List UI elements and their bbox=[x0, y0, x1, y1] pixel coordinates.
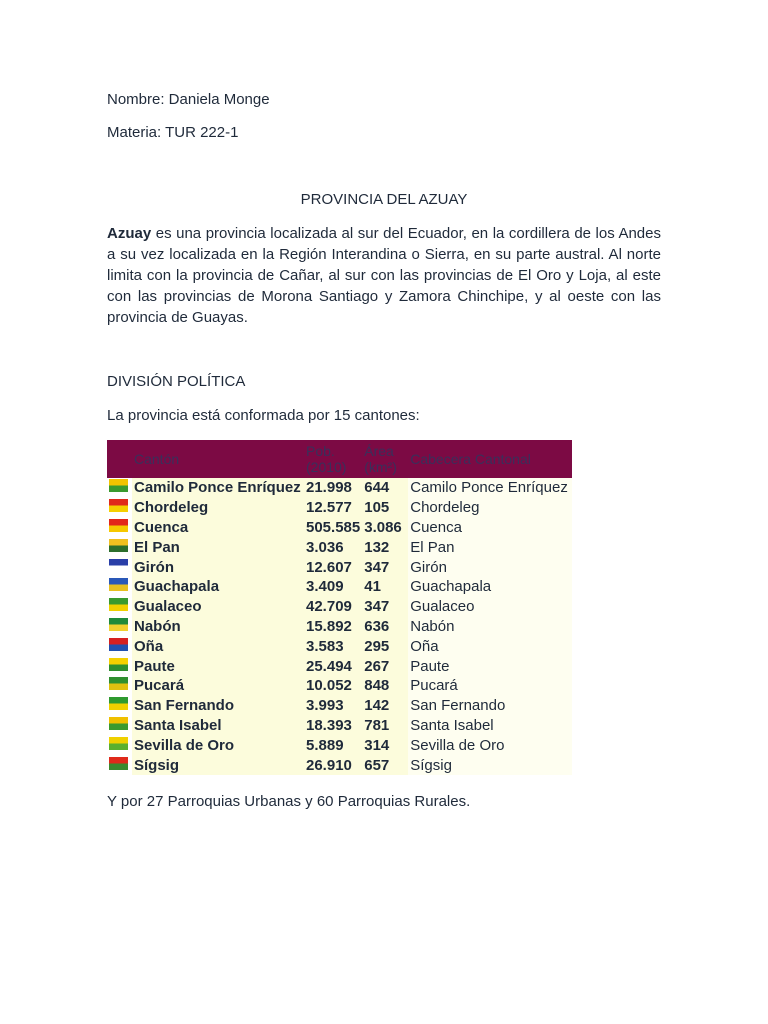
table-row bbox=[107, 537, 572, 557]
closing-text: Y por 27 Parroquias Urbanas y 60 Parroquias Rurales. bbox=[107, 793, 471, 810]
flag-cell bbox=[107, 636, 132, 656]
canton-seat: Oña bbox=[408, 636, 572, 656]
canton-name: Cuenca bbox=[132, 518, 304, 538]
table-row bbox=[107, 597, 572, 617]
intro-paragraph bbox=[107, 223, 661, 328]
table-row bbox=[107, 636, 572, 656]
flag-cell bbox=[107, 735, 132, 755]
canton-population: 12.607 bbox=[304, 557, 362, 577]
canton-name: Santa Isabel bbox=[132, 716, 304, 736]
canton-flag-icon bbox=[109, 479, 128, 492]
canton-flag-icon bbox=[109, 539, 128, 552]
canton-population: 26.910 bbox=[304, 755, 362, 775]
canton-area: 3.086 bbox=[362, 518, 408, 538]
student-name: Nombre: Daniela Monge bbox=[107, 91, 270, 108]
canton-area: 657 bbox=[362, 755, 408, 775]
flag-cell bbox=[107, 557, 132, 577]
cantons-table-body bbox=[107, 478, 572, 775]
canton-seat: Sígsig bbox=[408, 755, 572, 775]
canton-population: 25.494 bbox=[304, 656, 362, 676]
canton-area: 636 bbox=[362, 617, 408, 637]
canton-area: 267 bbox=[362, 656, 408, 676]
canton-seat: San Fernando bbox=[408, 696, 572, 716]
flag-cell bbox=[107, 597, 132, 617]
canton-flag-icon bbox=[109, 658, 128, 671]
canton-population: 10.052 bbox=[304, 676, 362, 696]
flag-cell bbox=[107, 656, 132, 676]
canton-area: 314 bbox=[362, 735, 408, 755]
canton-name: Paute bbox=[132, 656, 304, 676]
canton-name: Oña bbox=[132, 636, 304, 656]
table-row bbox=[107, 696, 572, 716]
canton-population: 3.583 bbox=[304, 636, 362, 656]
canton-area: 295 bbox=[362, 636, 408, 656]
canton-name: Camilo Ponce Enríquez bbox=[132, 478, 304, 498]
canton-population: 15.892 bbox=[304, 617, 362, 637]
canton-flag-icon bbox=[109, 519, 128, 532]
flag-cell bbox=[107, 617, 132, 637]
flag-cell bbox=[107, 498, 132, 518]
canton-seat: Chordeleg bbox=[408, 498, 572, 518]
canton-area: 347 bbox=[362, 557, 408, 577]
table-row bbox=[107, 735, 572, 755]
canton-name: El Pan bbox=[132, 537, 304, 557]
header-seat: Cabecera Cantonal bbox=[410, 451, 531, 467]
table-header-row bbox=[107, 440, 572, 478]
canton-area: 142 bbox=[362, 696, 408, 716]
canton-population: 42.709 bbox=[304, 597, 362, 617]
table-row bbox=[107, 577, 572, 597]
page-title: PROVINCIA DEL AZUAY bbox=[300, 191, 468, 208]
canton-name: Nabón bbox=[132, 617, 304, 637]
table-row bbox=[107, 518, 572, 538]
canton-seat: El Pan bbox=[408, 537, 572, 557]
canton-area: 848 bbox=[362, 676, 408, 696]
table-row bbox=[107, 617, 572, 637]
canton-population: 5.889 bbox=[304, 735, 362, 755]
cantons-intro: La provincia está conformada por 15 cantones: bbox=[107, 407, 420, 424]
canton-population: 3.409 bbox=[304, 577, 362, 597]
table-row bbox=[107, 716, 572, 736]
canton-seat: Santa Isabel bbox=[408, 716, 572, 736]
header-area: Área (km²) bbox=[364, 443, 397, 475]
table-row bbox=[107, 557, 572, 577]
canton-seat: Gualaceo bbox=[408, 597, 572, 617]
canton-name: Pucará bbox=[132, 676, 304, 696]
canton-population: 21.998 bbox=[304, 478, 362, 498]
canton-seat: Nabón bbox=[408, 617, 572, 637]
canton-flag-icon bbox=[109, 697, 128, 710]
table-row bbox=[107, 755, 572, 775]
canton-name: Guachapala bbox=[132, 577, 304, 597]
canton-flag-icon bbox=[109, 559, 128, 572]
canton-seat: Girón bbox=[408, 557, 572, 577]
canton-area: 644 bbox=[362, 478, 408, 498]
section-heading: DIVISIÓN POLÍTICA bbox=[107, 373, 246, 390]
canton-flag-icon bbox=[109, 757, 128, 770]
header-population: Pob. (2010) bbox=[306, 443, 347, 475]
canton-population: 505.585 bbox=[306, 518, 361, 536]
canton-flag-icon bbox=[109, 598, 128, 611]
canton-area: 132 bbox=[362, 537, 408, 557]
canton-flag-icon bbox=[109, 578, 128, 591]
canton-name: Gualaceo bbox=[132, 597, 304, 617]
table-row bbox=[107, 676, 572, 696]
canton-seat: Sevilla de Oro bbox=[408, 735, 572, 755]
canton-name: Sígsig bbox=[132, 755, 304, 775]
canton-flag-icon bbox=[109, 638, 128, 651]
canton-flag-icon bbox=[109, 618, 128, 631]
table-row bbox=[107, 478, 572, 498]
canton-flag-icon bbox=[109, 717, 128, 730]
canton-area: 41 bbox=[362, 577, 408, 597]
canton-seat: Guachapala bbox=[408, 577, 572, 597]
canton-flag-icon bbox=[109, 737, 128, 750]
header-flag bbox=[107, 440, 132, 478]
canton-name: Chordeleg bbox=[132, 498, 304, 518]
canton-population: 3.993 bbox=[304, 696, 362, 716]
canton-seat: Paute bbox=[408, 656, 572, 676]
table-row bbox=[107, 656, 572, 676]
cantons-table bbox=[107, 440, 572, 775]
canton-flag-icon bbox=[109, 677, 128, 690]
canton-area: 781 bbox=[362, 716, 408, 736]
subject-code: Materia: TUR 222-1 bbox=[107, 124, 239, 141]
canton-name: San Fernando bbox=[132, 696, 304, 716]
canton-area: 105 bbox=[362, 498, 408, 518]
intro-text: es una provincia localizada al sur del Ecuador, en la cordillera de los Andes a su vez localizada en la Región Interandina o Sierra, en su parte austral. Al norte limita con la provincia de Cañar, al sur con las provincias de El Oro y Loja, al este con las provincias de Morona Santiago y Zamora Chinchipe, y al oeste con las provincia de Guayas. bbox=[107, 225, 661, 326]
canton-name: Girón bbox=[132, 557, 304, 577]
flag-cell bbox=[107, 537, 132, 557]
header-canton: Cantón bbox=[134, 451, 180, 467]
canton-population: 3.036 bbox=[304, 537, 362, 557]
canton-area: 347 bbox=[362, 597, 408, 617]
flag-cell bbox=[107, 478, 132, 498]
canton-population: 18.393 bbox=[304, 716, 362, 736]
flag-cell bbox=[107, 577, 132, 597]
flag-cell bbox=[107, 518, 132, 538]
flag-cell bbox=[107, 676, 132, 696]
table-row bbox=[107, 498, 572, 518]
canton-flag-icon bbox=[109, 499, 128, 512]
flag-cell bbox=[107, 696, 132, 716]
canton-population: 12.577 bbox=[304, 498, 362, 518]
canton-name: Sevilla de Oro bbox=[132, 735, 304, 755]
canton-seat: Cuenca bbox=[408, 518, 572, 538]
flag-cell bbox=[107, 755, 132, 775]
intro-bold-term: Azuay bbox=[107, 225, 152, 242]
canton-seat: Pucará bbox=[408, 676, 572, 696]
flag-cell bbox=[107, 716, 132, 736]
canton-seat: Camilo Ponce Enríquez bbox=[408, 478, 572, 498]
